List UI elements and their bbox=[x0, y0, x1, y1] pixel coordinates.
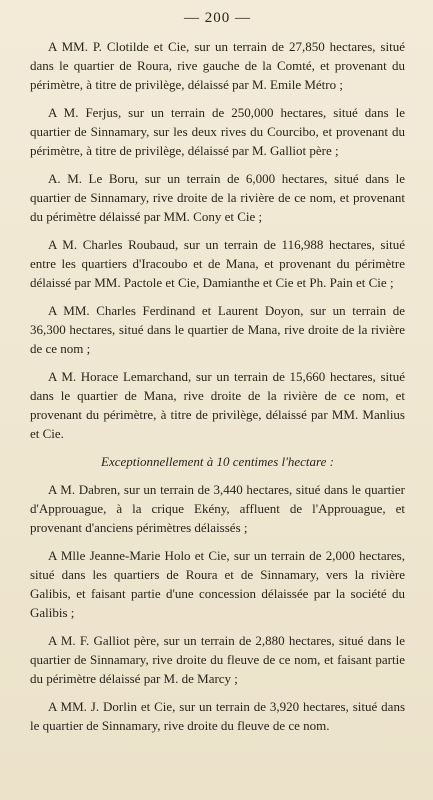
concession-entry-le-boru: A. M. Le Boru, sur un terrain de 6,000 hectares, situé dans le quartier de Sinnamary, rive droite de la rivière de ce nom, et provenant du périmètre délaissé par MM. Cony et Cie ; bbox=[30, 171, 405, 224]
exceptional-entry-dorlin: A MM. J. Dorlin et Cie, sur un terrain de 3,920 hectares, situé dans le quartier de Sinnamary, rive droite du fleuve de ce nom. bbox=[30, 699, 405, 733]
concession-entry-lemarchand: A M. Horace Lemarchand, sur un terrain de 15,660 hectares, situé dans le quartier de Mana, rive droite de la rivière de ce nom, et provenant du périmètre, à titre de privilège, délaissé par MM. Manlius et Cie. bbox=[30, 369, 405, 441]
exceptional-entry-galliot: A M. F. Galliot père, sur un terrain de 2,880 hectares, situé dans le quartier de Sinnamary, rive droite du fleuve de ce nom, et faisant partie du périmètre délaissé par M. de Marcy ; bbox=[30, 633, 405, 686]
concession-entry-ferdinand-doyon: A MM. Charles Ferdinand et Laurent Doyon, sur un terrain de 36,300 hectares, situé dans le quartier de Mana, rive droite de la rivière de ce nom ; bbox=[30, 303, 405, 356]
exceptional-entry-dabren: A M. Dabren, sur un terrain de 3,440 hectares, situé dans le quartier d'Approuague, à la crique Ekény, affluent de l'Approuague, et provenant d'anciens périmètres délaissés ; bbox=[30, 482, 405, 535]
section-heading: Exceptionnellement à 10 centimes l'hectare : bbox=[101, 454, 334, 469]
concession-entry-clotilde: A MM. P. Clotilde et Cie, sur un terrain de 27,850 hectares, situé dans le quartier de Roura, rive gauche de la Comté, et provenant du périmètre, à titre de privilège, délaissé par M. Emile Métro ; bbox=[30, 39, 405, 92]
page-number: — 200 — bbox=[184, 10, 251, 26]
concession-entry-roubaud: A M. Charles Roubaud, sur un terrain de 116,988 hectares, situé entre les quartiers d'Iracoubo et de Mana, et provenant du périmètre délaissé par MM. Pactole et Cie, Damianthe et Cie et Ph. Pain et Cie ; bbox=[30, 237, 405, 290]
exceptional-entry-holo: A Mlle Jeanne-Marie Holo et Cie, sur un terrain de 2,000 hectares, situé dans les quartiers de Roura et de Sinnamary, vers la rivière Galibis, et faisant partie d'une concession délaissée par la société du Galibis ; bbox=[30, 548, 405, 620]
concession-entry-ferjus: A M. Ferjus, sur un terrain de 250,000 hectares, situé dans le quartier de Sinnamary, sur les deux rives du Courcibo, et provenant du périmètre, à titre de privilège, délaissé par M. Galliot père ; bbox=[30, 105, 405, 158]
